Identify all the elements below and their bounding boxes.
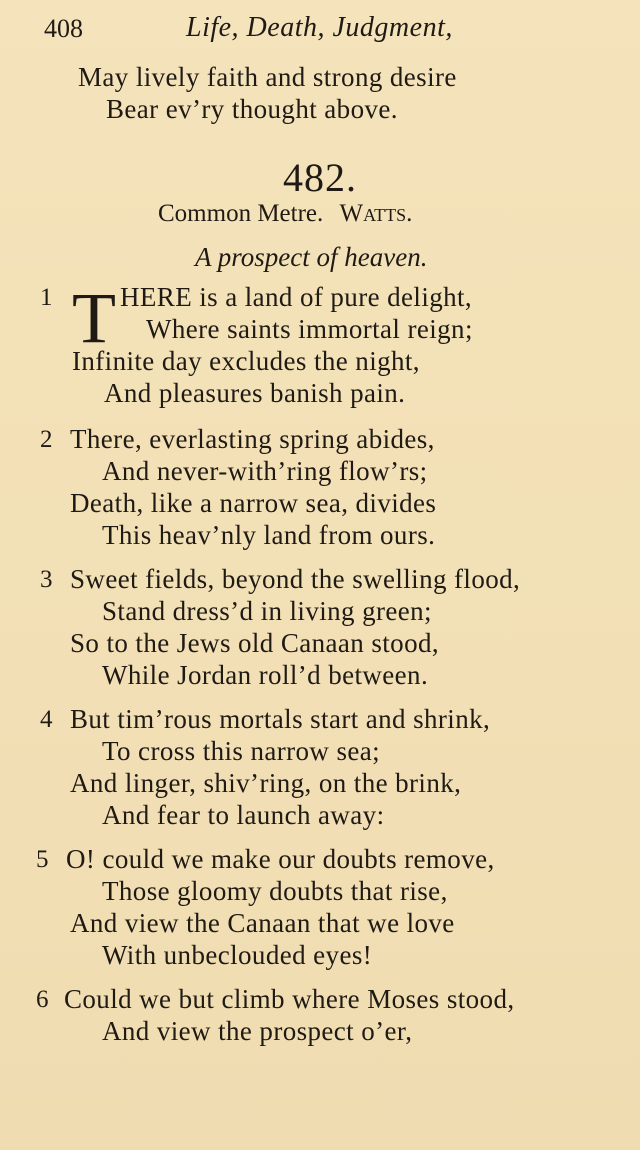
verse-line: And never-with’ring flow’rs; [102,456,428,486]
verse-line: Could we but climb where Moses stood, [64,984,515,1014]
verse-line: With unbeclouded eyes! [102,940,373,970]
verse-line: To cross this narrow sea; [102,736,381,766]
verse-line: Stand dress’d in living green; [102,596,432,626]
verse-line: O! could we make our doubts remove, [66,844,495,874]
previous-hymn-line: May lively faith and strong desire [78,62,457,92]
verse-line: And view the Canaan that we love [70,908,455,938]
verse-line: This heav’nly land from ours. [102,520,436,550]
drop-cap: T [72,278,116,358]
verse-line: And pleasures banish pain. [104,378,406,408]
verse-line: So to the Jews old Canaan stood, [70,628,440,658]
page-number: 408 [44,14,83,43]
verse-line: Sweet fields, beyond the swelling flood, [70,564,521,594]
verse-line: HERE is a land of pure delight, [120,282,473,312]
hymn-metre-line [158,200,412,228]
running-title: Life, Death, Judgment, [186,12,453,43]
verse-line: There, everlasting spring abides, [70,424,435,454]
verse-number: 4 [40,706,53,733]
hymn-subject: A prospect of heaven. [195,242,428,272]
verse-line: And linger, shiv’ring, on the brink, [70,768,462,798]
verse-line: Those gloomy doubts that rise, [102,876,448,906]
verse-line: Infinite day excludes the night, [72,346,420,376]
verse-number: 2 [40,426,53,453]
verse-line: While Jordan roll’d between. [102,660,429,690]
verse-number: 1 [40,284,53,311]
verse-number: 5 [36,846,49,873]
hymn-author: Watts. [339,200,413,227]
verse-line: Death, like a narrow sea, divides [70,488,437,518]
verse-line: And fear to launch away: [102,800,385,830]
hymn-number: 482. [283,155,357,200]
hymn-metre: Common Metre. [158,200,324,227]
verse-number: 6 [36,986,49,1013]
verse-line: Where saints immortal reign; [146,314,473,344]
verse-line: And view the prospect o’er, [102,1016,413,1046]
verse-line: But tim’rous mortals start and shrink, [70,704,491,734]
previous-hymn-line: Bear ev’ry thought above. [106,94,398,124]
page-header [0,10,640,46]
verse-number: 3 [40,566,53,593]
